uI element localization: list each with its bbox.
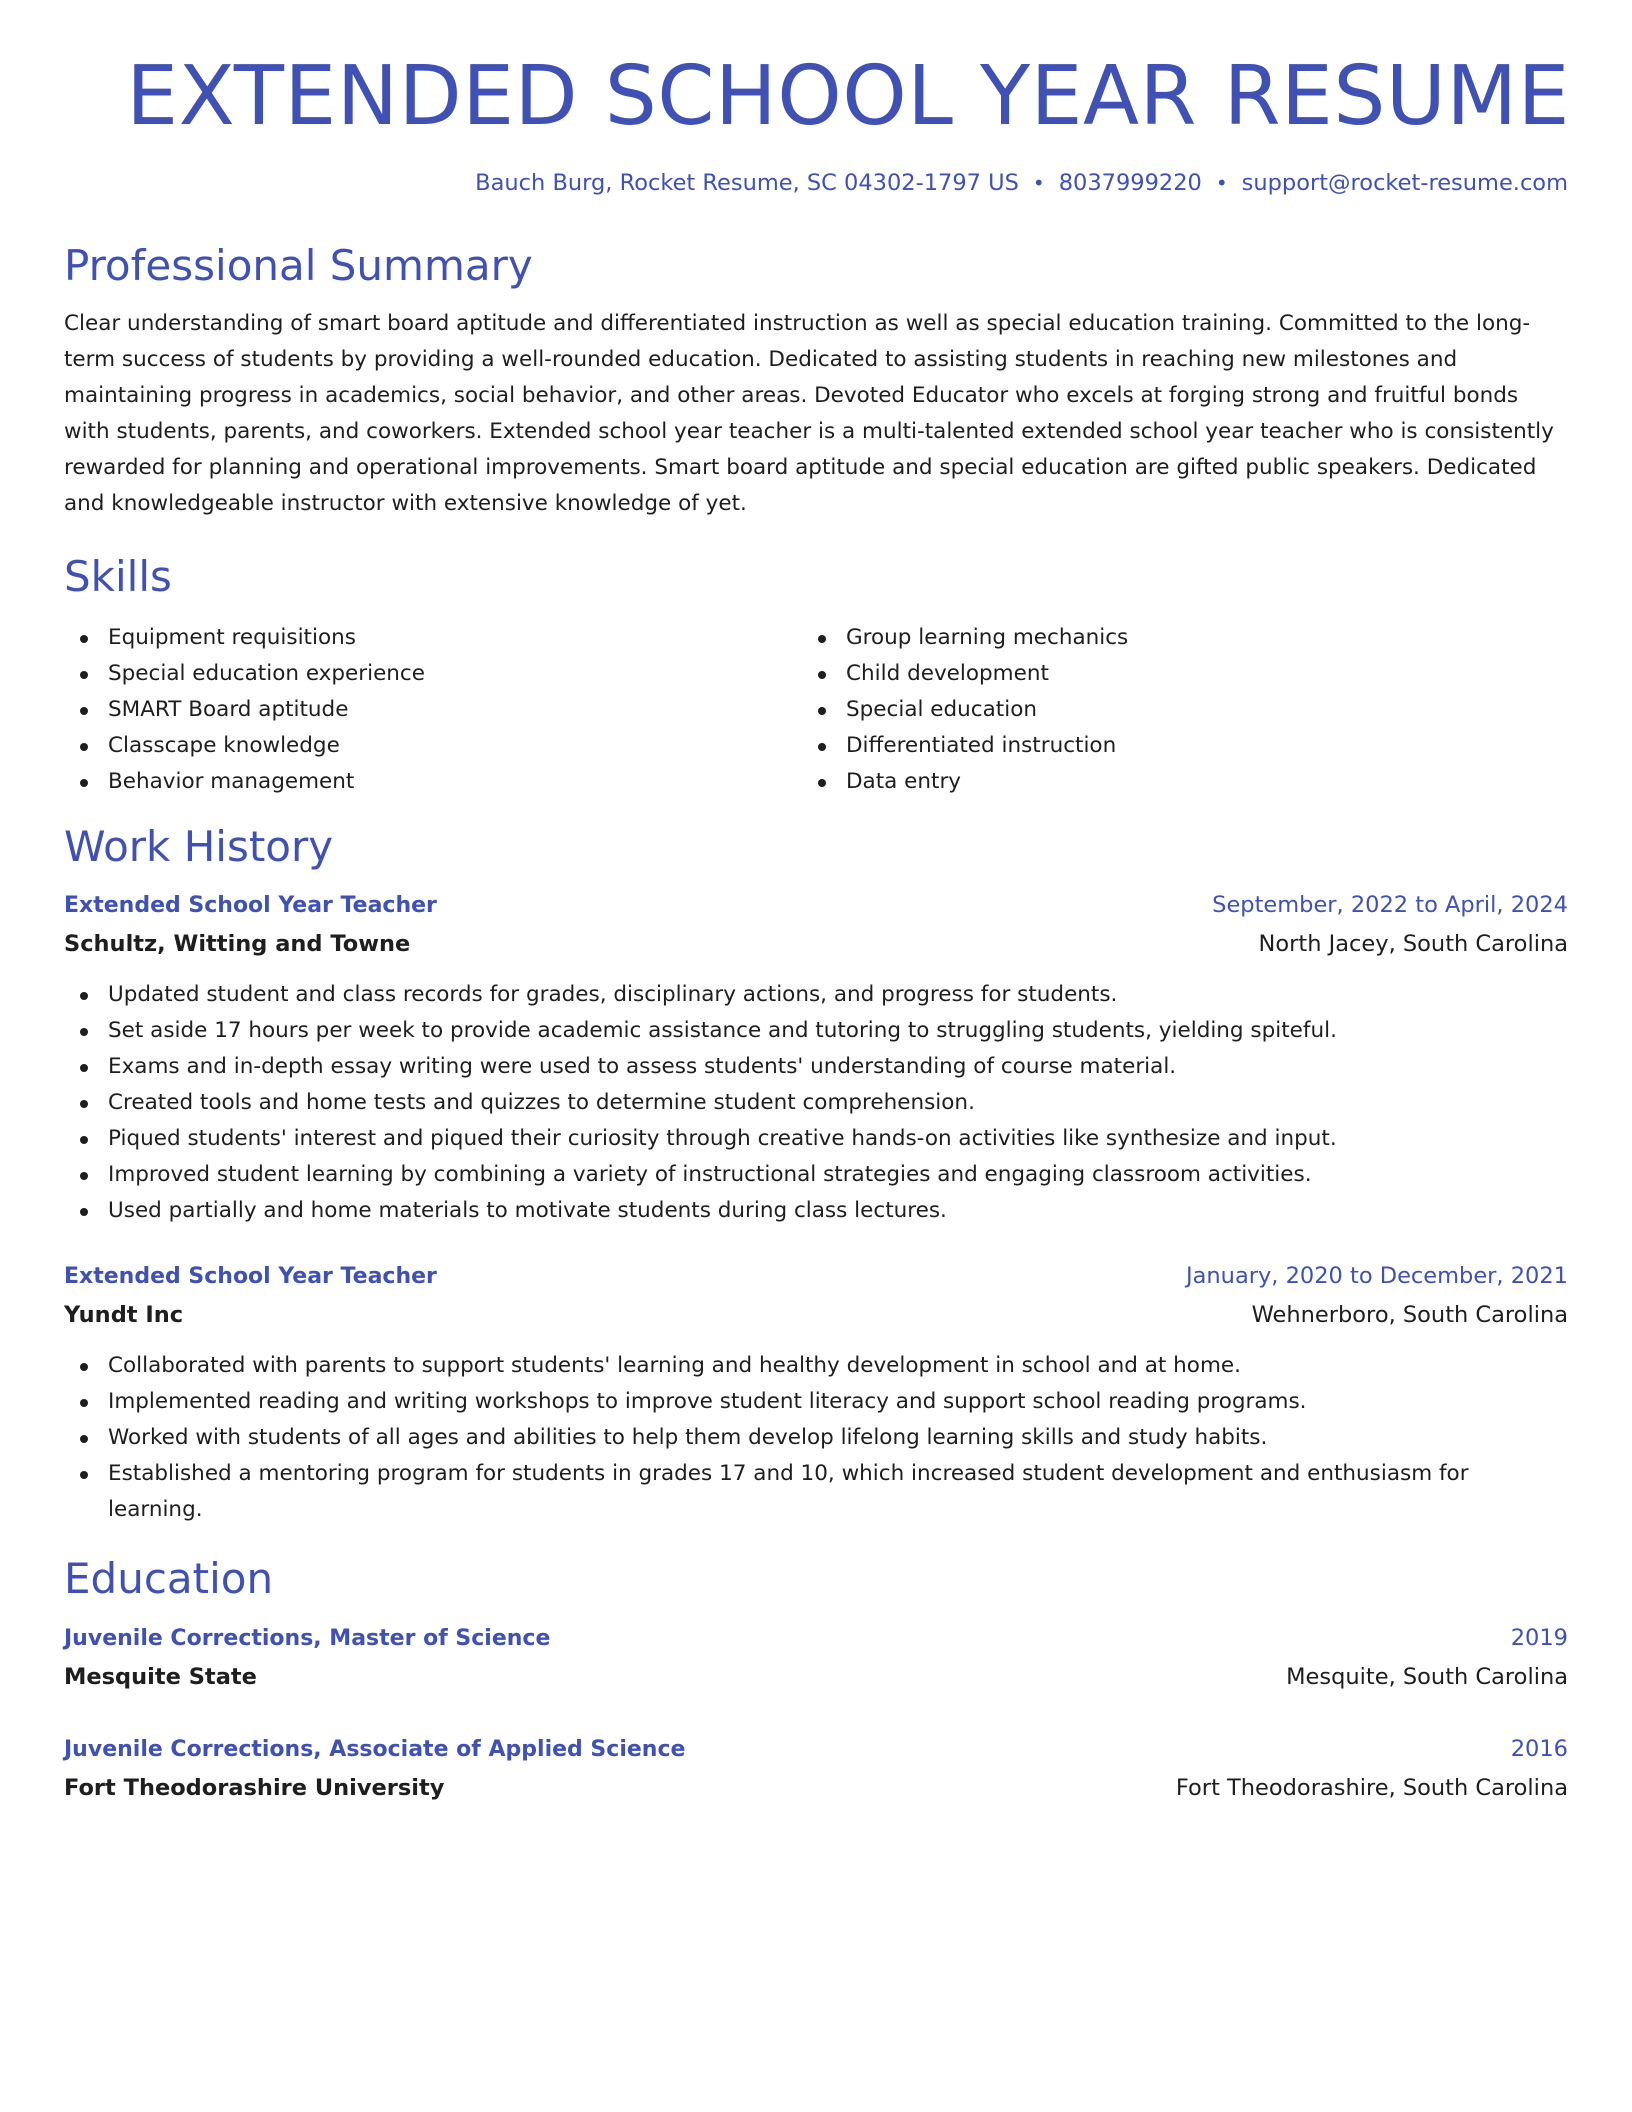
skills-grid	[64, 620, 1568, 800]
skill-item: Special education	[802, 692, 1568, 728]
education-degree-row	[64, 1619, 1568, 1658]
job-title-row	[64, 1257, 1568, 1296]
job-location: Wehnerboro, South Carolina	[1251, 1302, 1568, 1329]
skills-heading: Skills	[64, 551, 172, 601]
skill-item: Behavior management	[64, 764, 802, 800]
skills-list-left	[64, 620, 802, 800]
education-entry	[64, 1619, 1568, 1696]
skill-item: Group learning mechanics	[802, 620, 1568, 656]
skill-item: Child development	[802, 656, 1568, 692]
contact-line	[64, 170, 1568, 197]
job-company: Schultz, Witting and Towne	[64, 931, 411, 958]
skills-list-right	[802, 620, 1568, 800]
education-entry	[64, 1730, 1568, 1807]
skill-item: SMART Board aptitude	[64, 692, 802, 728]
job-dates: January, 2020 to December, 2021	[1186, 1263, 1568, 1290]
job-company-row	[64, 1296, 1568, 1334]
education-heading: Education	[64, 1554, 274, 1604]
education-year: 2016	[1510, 1735, 1568, 1762]
contact-address: Bauch Burg, Rocket Resume, SC 04302-1797 US	[475, 170, 1019, 197]
education-year: 2019	[1510, 1624, 1568, 1651]
job-bullet: Collaborated with parents to support students' learning and healthy development in school and at home.	[64, 1348, 1568, 1384]
summary-text: Clear understanding of smart board aptitude and differentiated instruction as well as special education training. Committed to the long-term success of students by providing a well-rounded education. Dedicated to assisting students in reaching new milestones and maintaining progress in academics, social behavior, and other areas. Devoted Educator who excels at forging strong and fruitful bonds with students, parents, and coworkers. Extended school year teacher is a multi-talented extended school year teacher who is consistently rewarded for planning and operational improvements. Smart board aptitude and special education are gifted public speakers. Dedicated and knowledgeable instructor with extensive knowledge of yet.	[64, 310, 1554, 516]
contact-phone: 8037999220	[1058, 170, 1202, 197]
education-degree: Juvenile Corrections, Associate of Applied Science	[64, 1736, 686, 1762]
work-history-heading: Work History	[64, 821, 334, 871]
skill-item: Classcape knowledge	[64, 728, 802, 764]
skill-item: Data entry	[802, 764, 1568, 800]
skill-item: Equipment requisitions	[64, 620, 802, 656]
contact-separator: •	[1032, 171, 1045, 196]
job-company: Yundt Inc	[64, 1302, 184, 1329]
job-company-row	[64, 925, 1568, 963]
education-school-row	[64, 1658, 1568, 1696]
job-bullet: Implemented reading and writing workshops to improve student literacy and support school reading programs.	[64, 1384, 1568, 1420]
summary-heading: Professional Summary	[64, 241, 533, 291]
job-title: Extended School Year Teacher	[64, 893, 437, 919]
skill-item: Special education experience	[64, 656, 802, 692]
education-school-row	[64, 1769, 1568, 1807]
job-title-row	[64, 886, 1568, 925]
resume-title: EXTENDED SCHOOL YEAR RESUME	[126, 49, 1570, 144]
job-bullet: Set aside 17 hours per week to provide academic assistance and tutoring to struggling students, yielding spiteful.	[64, 1013, 1568, 1049]
education-school: Mesquite State	[64, 1663, 257, 1690]
job-title: Extended School Year Teacher	[64, 1264, 437, 1290]
education-school: Fort Theodorashire University	[64, 1774, 445, 1801]
job-bullet: Exams and in-depth essay writing were used to assess students' understanding of course material.	[64, 1049, 1568, 1085]
job-bullets	[64, 977, 1568, 1229]
job-bullet: Worked with students of all ages and abilities to help them develop lifelong learning skills and study habits.	[64, 1420, 1568, 1456]
job-bullet: Updated student and class records for grades, disciplinary actions, and progress for students.	[64, 977, 1568, 1013]
job-entry	[64, 886, 1568, 1229]
job-dates: September, 2022 to April, 2024	[1212, 892, 1568, 919]
job-bullet: Established a mentoring program for students in grades 17 and 10, which increased student development and enthusiasm for learning.	[64, 1456, 1568, 1528]
education-degree: Juvenile Corrections, Master of Science	[64, 1625, 551, 1651]
job-entry	[64, 1257, 1568, 1528]
job-bullet: Improved student learning by combining a variety of instructional strategies and engaging classroom activities.	[64, 1157, 1568, 1193]
education-location: Mesquite, South Carolina	[1286, 1663, 1568, 1690]
job-bullet: Used partially and home materials to motivate students during class lectures.	[64, 1193, 1568, 1229]
job-bullet: Created tools and home tests and quizzes to determine student comprehension.	[64, 1085, 1568, 1121]
contact-email: support@rocket-resume.com	[1241, 170, 1568, 197]
job-bullet: Piqued students' interest and piqued their curiosity through creative hands-on activities like synthesize and input.	[64, 1121, 1568, 1157]
education-degree-row	[64, 1730, 1568, 1769]
contact-separator: •	[1215, 171, 1228, 196]
skill-item: Differentiated instruction	[802, 728, 1568, 764]
job-bullets	[64, 1348, 1568, 1528]
job-location: North Jacey, South Carolina	[1258, 931, 1568, 958]
education-location: Fort Theodorashire, South Carolina	[1175, 1774, 1568, 1801]
